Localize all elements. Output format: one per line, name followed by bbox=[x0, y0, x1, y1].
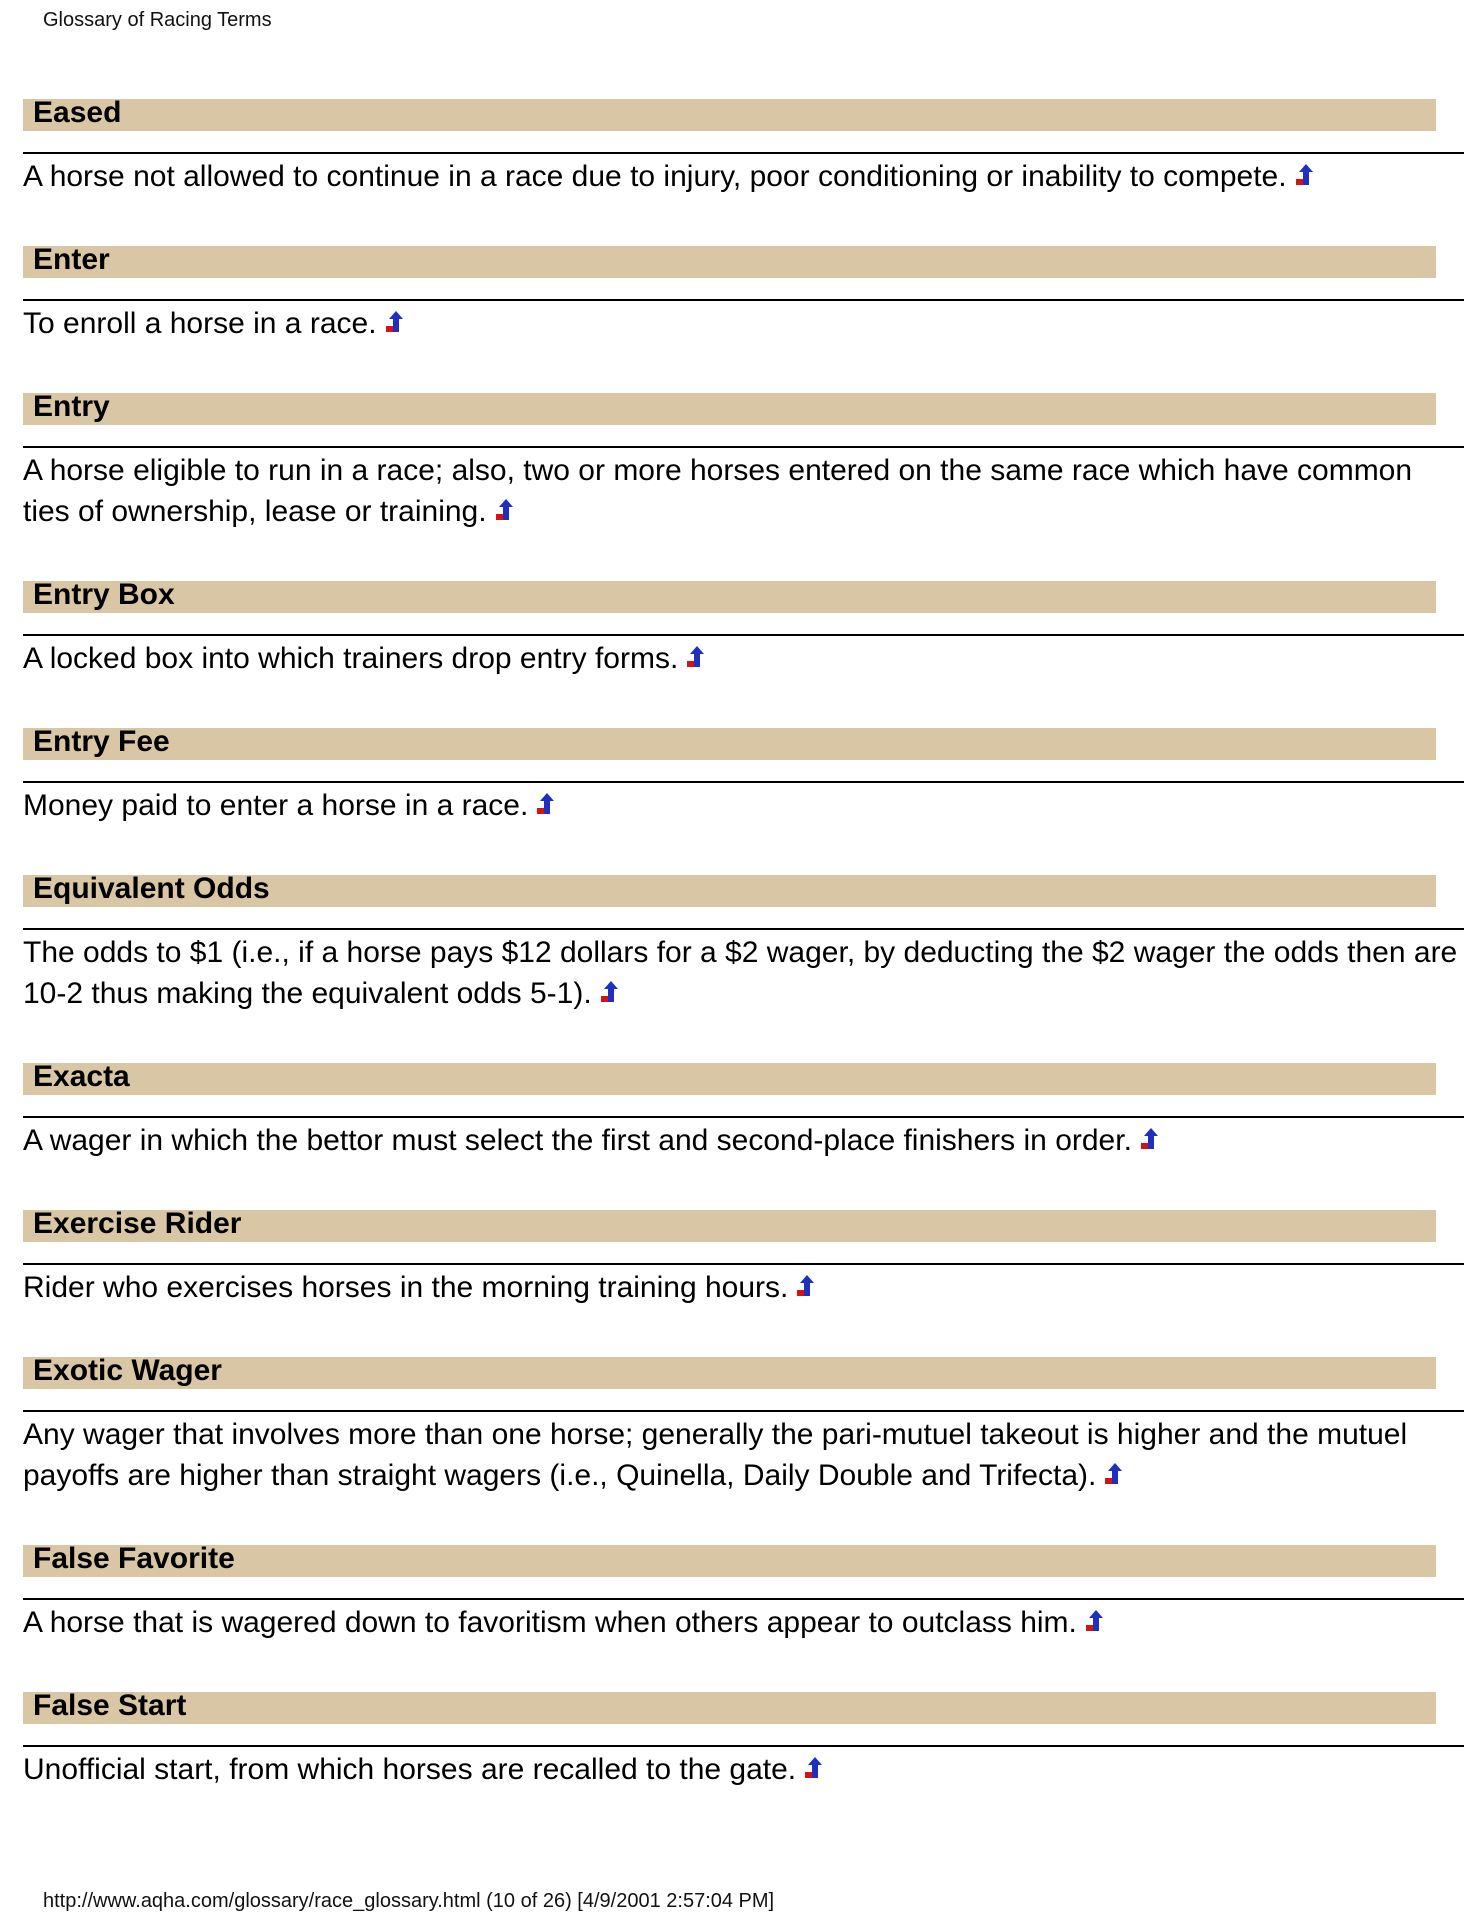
back-to-top-arrow-icon[interactable] bbox=[1104, 1463, 1122, 1485]
glossary-list bbox=[23, 96, 1464, 1839]
definition bbox=[23, 1267, 1464, 1308]
definition-text: Unofficial start, from which horses are recalled to the gate. bbox=[23, 1753, 797, 1786]
back-to-top-arrow-icon[interactable] bbox=[495, 499, 513, 521]
definition-text: A horse eligible to run in a race; also, two or more horses entered on the same race which have common ties of ownership, lease or training. bbox=[23, 454, 1413, 528]
definition-text: A horse that is wagered down to favoritism when others appear to outclass him. bbox=[23, 1606, 1077, 1639]
divider bbox=[23, 446, 1464, 448]
definition bbox=[23, 156, 1464, 197]
definition bbox=[23, 303, 1464, 344]
back-to-top-arrow-icon[interactable] bbox=[796, 1275, 814, 1297]
term-heading: Enter bbox=[23, 246, 1436, 278]
term-heading: Exercise Rider bbox=[23, 1210, 1436, 1242]
glossary-entry bbox=[23, 1354, 1464, 1496]
glossary-entry bbox=[23, 243, 1464, 344]
glossary-entry bbox=[23, 390, 1464, 532]
definition bbox=[23, 450, 1464, 532]
definition-text: To enroll a horse in a race. bbox=[23, 307, 377, 340]
definition bbox=[23, 1414, 1464, 1496]
term-heading: Exacta bbox=[23, 1063, 1436, 1095]
divider bbox=[23, 1116, 1464, 1118]
glossary-entry bbox=[23, 578, 1464, 679]
divider bbox=[23, 152, 1464, 154]
definition bbox=[23, 1120, 1464, 1161]
definition bbox=[23, 1602, 1464, 1643]
definition bbox=[23, 932, 1464, 1014]
glossary-entry bbox=[23, 96, 1464, 197]
definition bbox=[23, 638, 1464, 679]
glossary-entry bbox=[23, 1060, 1464, 1161]
definition-text: Rider who exercises horses in the morning training hours. bbox=[23, 1271, 789, 1304]
divider bbox=[23, 1263, 1464, 1265]
divider bbox=[23, 299, 1464, 301]
divider bbox=[23, 1598, 1464, 1600]
term-heading: False Start bbox=[23, 1692, 1436, 1724]
term-heading: Entry Box bbox=[23, 581, 1436, 613]
term-heading: Exotic Wager bbox=[23, 1357, 1436, 1389]
definition bbox=[23, 1749, 1464, 1790]
divider bbox=[23, 1745, 1464, 1747]
glossary-entry bbox=[23, 872, 1464, 1014]
term-heading: Eased bbox=[23, 99, 1436, 131]
definition-text: A horse not allowed to continue in a race due to injury, poor conditioning or inability to compete. bbox=[23, 160, 1287, 193]
definition-text: Money paid to enter a horse in a race. bbox=[23, 789, 529, 822]
back-to-top-arrow-icon[interactable] bbox=[536, 793, 554, 815]
glossary-entry bbox=[23, 1207, 1464, 1308]
back-to-top-arrow-icon[interactable] bbox=[686, 646, 704, 668]
page-header-title: Glossary of Racing Terms bbox=[43, 9, 272, 31]
term-heading: Entry Fee bbox=[23, 728, 1436, 760]
back-to-top-arrow-icon[interactable] bbox=[385, 311, 403, 333]
divider bbox=[23, 634, 1464, 636]
definition bbox=[23, 785, 1464, 826]
term-heading: Equivalent Odds bbox=[23, 875, 1436, 907]
divider bbox=[23, 781, 1464, 783]
definition-text: Any wager that involves more than one horse; generally the pari-mutuel takeout is higher and the mutuel payoffs are higher than straight wagers (i.e., Quinella, Daily Double and Trifecta). bbox=[23, 1418, 1408, 1492]
back-to-top-arrow-icon[interactable] bbox=[600, 981, 618, 1003]
term-heading: Entry bbox=[23, 393, 1436, 425]
back-to-top-arrow-icon[interactable] bbox=[804, 1757, 822, 1779]
page-footer-url: http://www.aqha.com/glossary/race_glossary.html (10 of 26) [4/9/2001 2:57:04 PM] bbox=[43, 1890, 775, 1912]
definition-text: A wager in which the bettor must select the first and second-place finishers in order. bbox=[23, 1124, 1132, 1157]
glossary-entry bbox=[23, 725, 1464, 826]
definition-text: A locked box into which trainers drop entry forms. bbox=[23, 642, 679, 675]
back-to-top-arrow-icon[interactable] bbox=[1085, 1610, 1103, 1632]
glossary-entry bbox=[23, 1542, 1464, 1643]
back-to-top-arrow-icon[interactable] bbox=[1295, 164, 1313, 186]
glossary-entry bbox=[23, 1689, 1464, 1790]
term-heading: False Favorite bbox=[23, 1545, 1436, 1577]
definition-text: The odds to $1 (i.e., if a horse pays $12 dollars for a $2 wager, by deducting the $2 wager the odds then are 10-2 thus making the equivalent odds 5-1). bbox=[23, 936, 1458, 1010]
back-to-top-arrow-icon[interactable] bbox=[1140, 1128, 1158, 1150]
divider bbox=[23, 928, 1464, 930]
divider bbox=[23, 1410, 1464, 1412]
